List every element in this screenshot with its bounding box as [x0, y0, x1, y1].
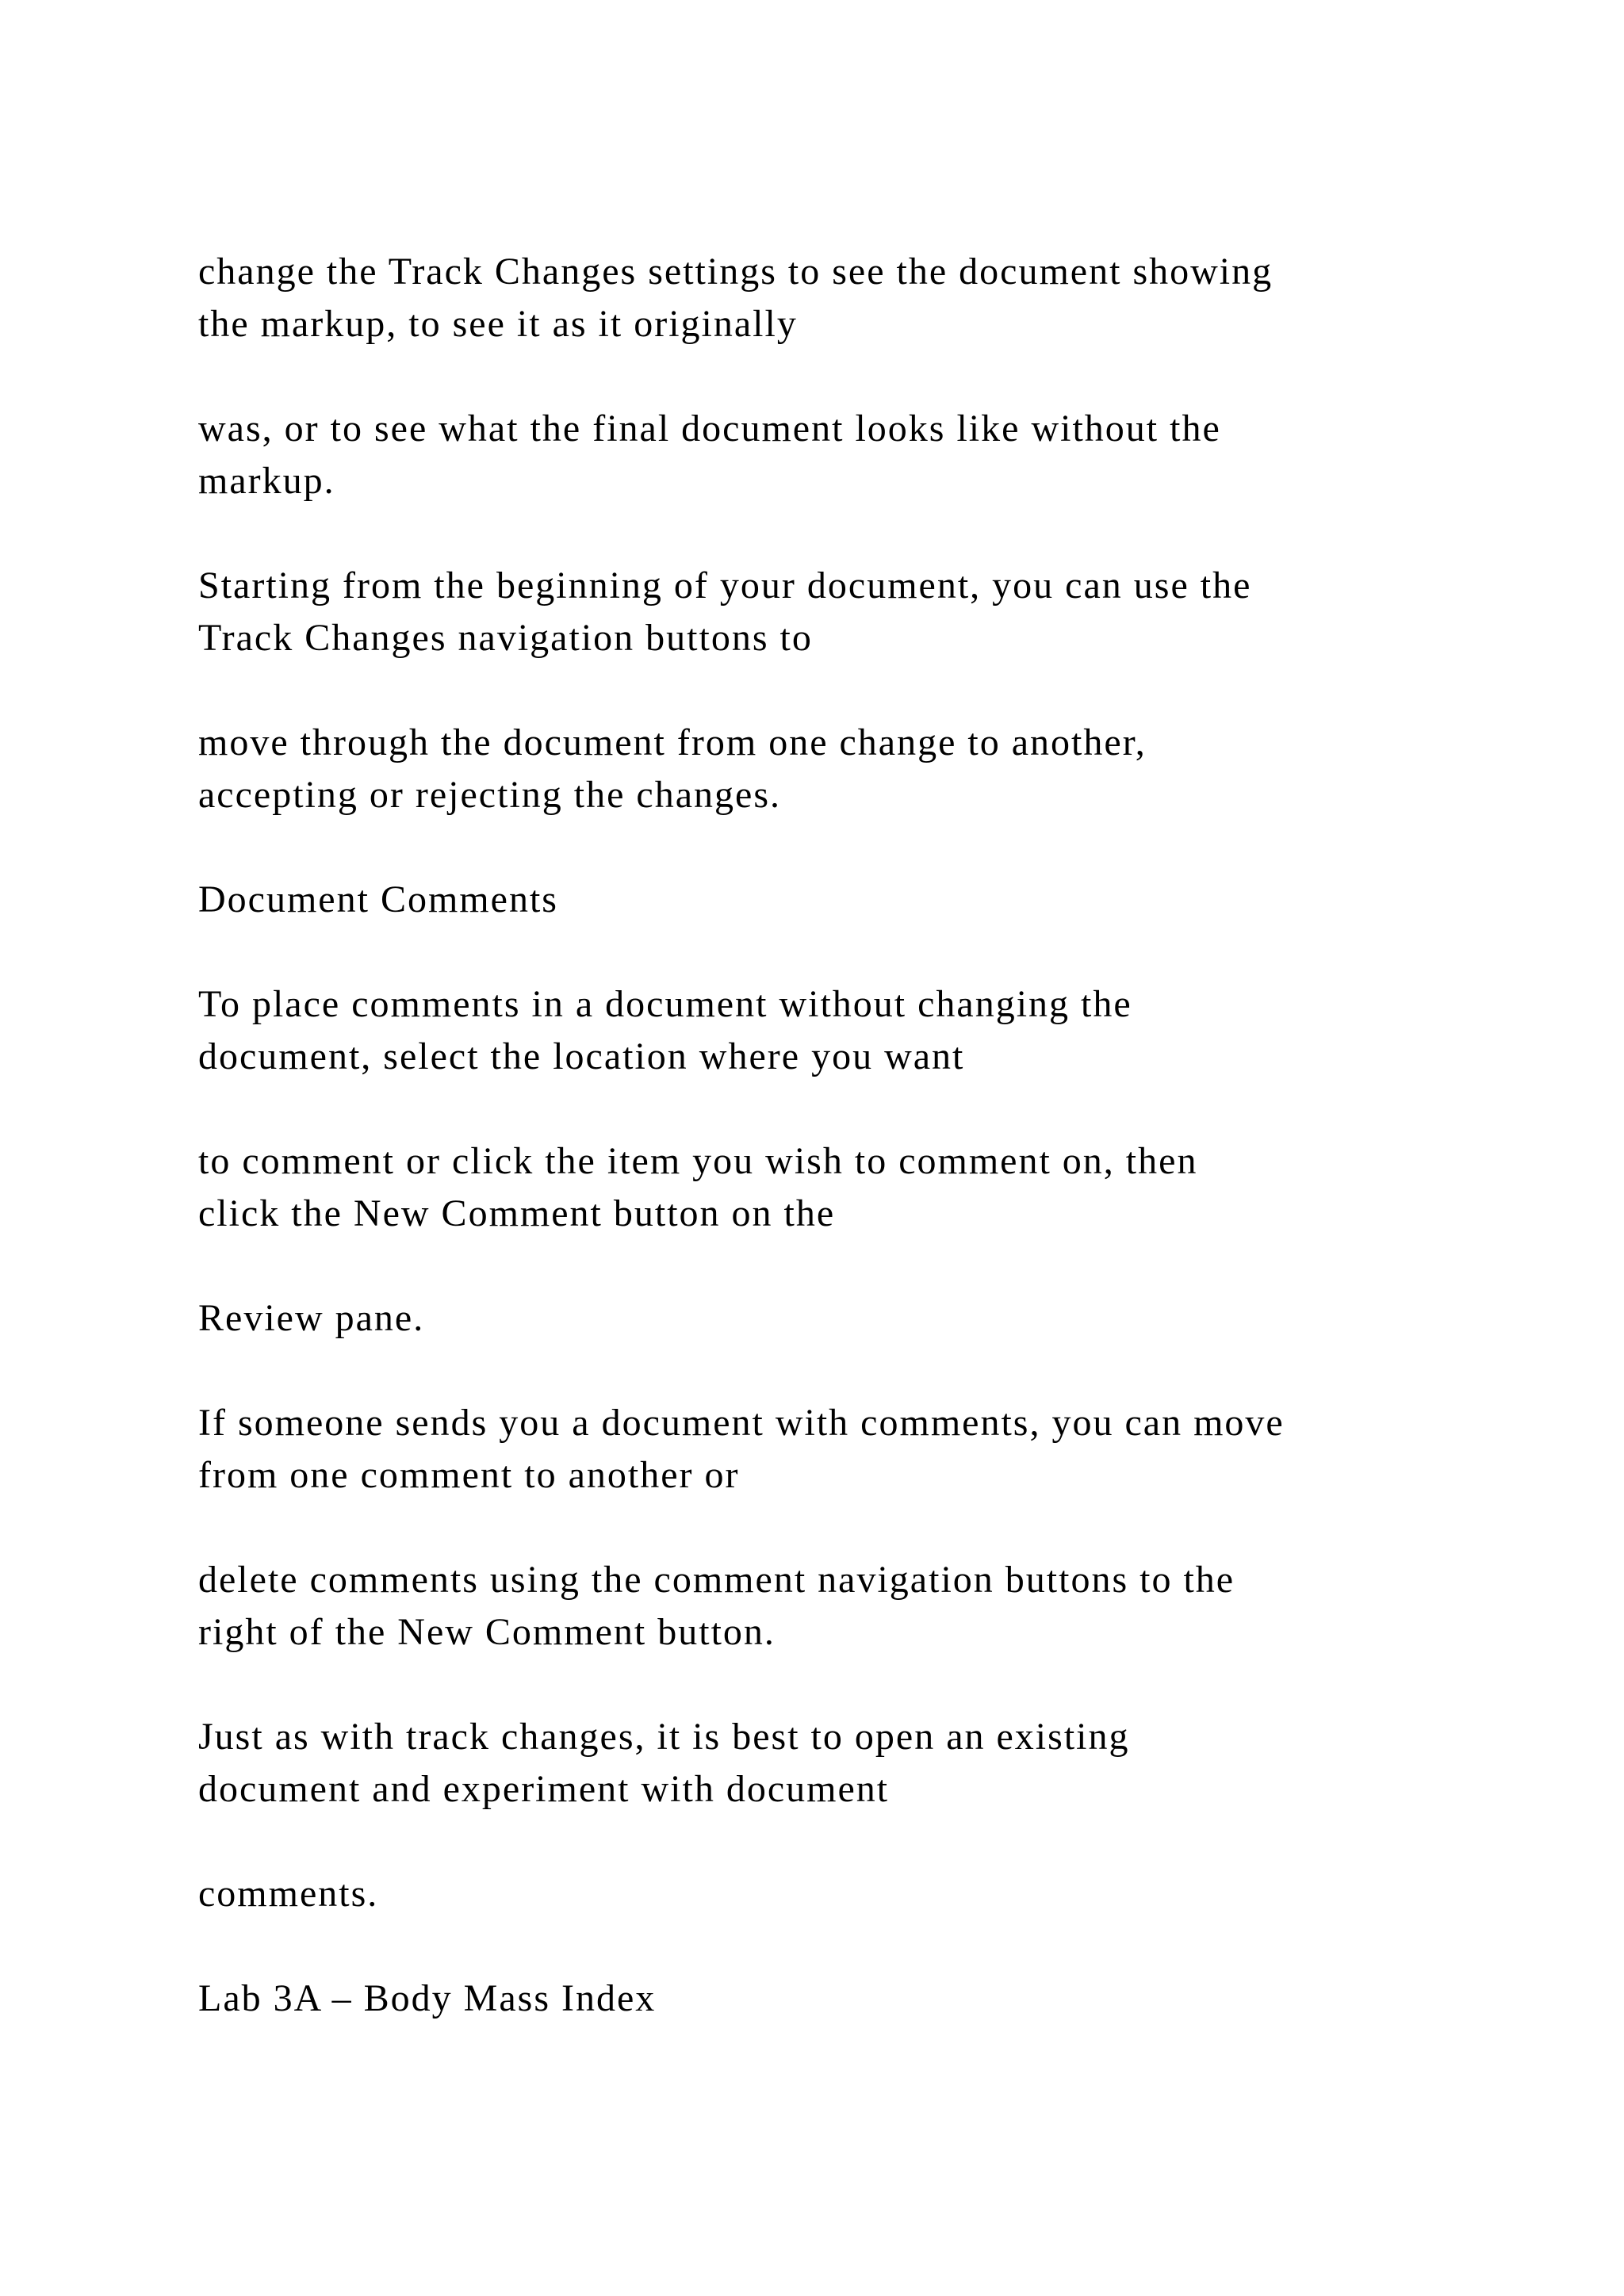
heading-text: Document Comments	[198, 878, 558, 920]
text-line: markup.	[198, 460, 335, 502]
heading-text: Lab 3A – Body Mass Index	[198, 1977, 657, 2019]
text-line: If someone sends you a document with comments, you can move	[198, 1402, 1285, 1444]
section-heading	[198, 874, 1483, 926]
paragraph	[198, 1554, 1483, 1659]
text-line: was, or to see what the final document looks like without the	[198, 408, 1221, 450]
paragraph	[198, 717, 1483, 821]
text-line: accepting or rejecting the changes.	[198, 774, 782, 816]
paragraph	[198, 560, 1483, 664]
paragraph	[198, 978, 1483, 1083]
paragraph	[198, 1711, 1483, 1816]
paragraph	[198, 246, 1483, 350]
paragraph	[198, 1397, 1483, 1502]
section-heading	[198, 1973, 1483, 2025]
document-body	[198, 246, 1483, 2077]
text-line: right of the New Comment button.	[198, 1611, 776, 1653]
text-line: Just as with track changes, it is best to open an existing	[198, 1716, 1130, 1758]
text-line: change the Track Changes settings to see the document showing	[198, 251, 1274, 293]
text-line: move through the document from one change to another,	[198, 721, 1147, 763]
text-line: To place comments in a document without changing the	[198, 983, 1132, 1025]
paragraph	[198, 1135, 1483, 1240]
text-line: comments.	[198, 1873, 379, 1915]
text-line: document and experiment with document	[198, 1768, 890, 1810]
paragraph	[198, 403, 1483, 507]
text-line: from one comment to another or	[198, 1454, 740, 1496]
text-line: click the New Comment button on the	[198, 1192, 836, 1234]
text-line: Track Changes navigation buttons to	[198, 617, 813, 659]
text-line: Review pane.	[198, 1297, 425, 1339]
paragraph	[198, 1868, 1483, 1920]
text-line: Starting from the beginning of your document, you can use the	[198, 564, 1252, 607]
text-line: to comment or click the item you wish to comment on, then	[198, 1140, 1198, 1182]
text-line: delete comments using the comment navigation buttons to the	[198, 1559, 1235, 1601]
text-line: document, select the location where you want	[198, 1035, 965, 1077]
text-line: the markup, to see it as it originally	[198, 303, 798, 345]
paragraph	[198, 1292, 1483, 1345]
